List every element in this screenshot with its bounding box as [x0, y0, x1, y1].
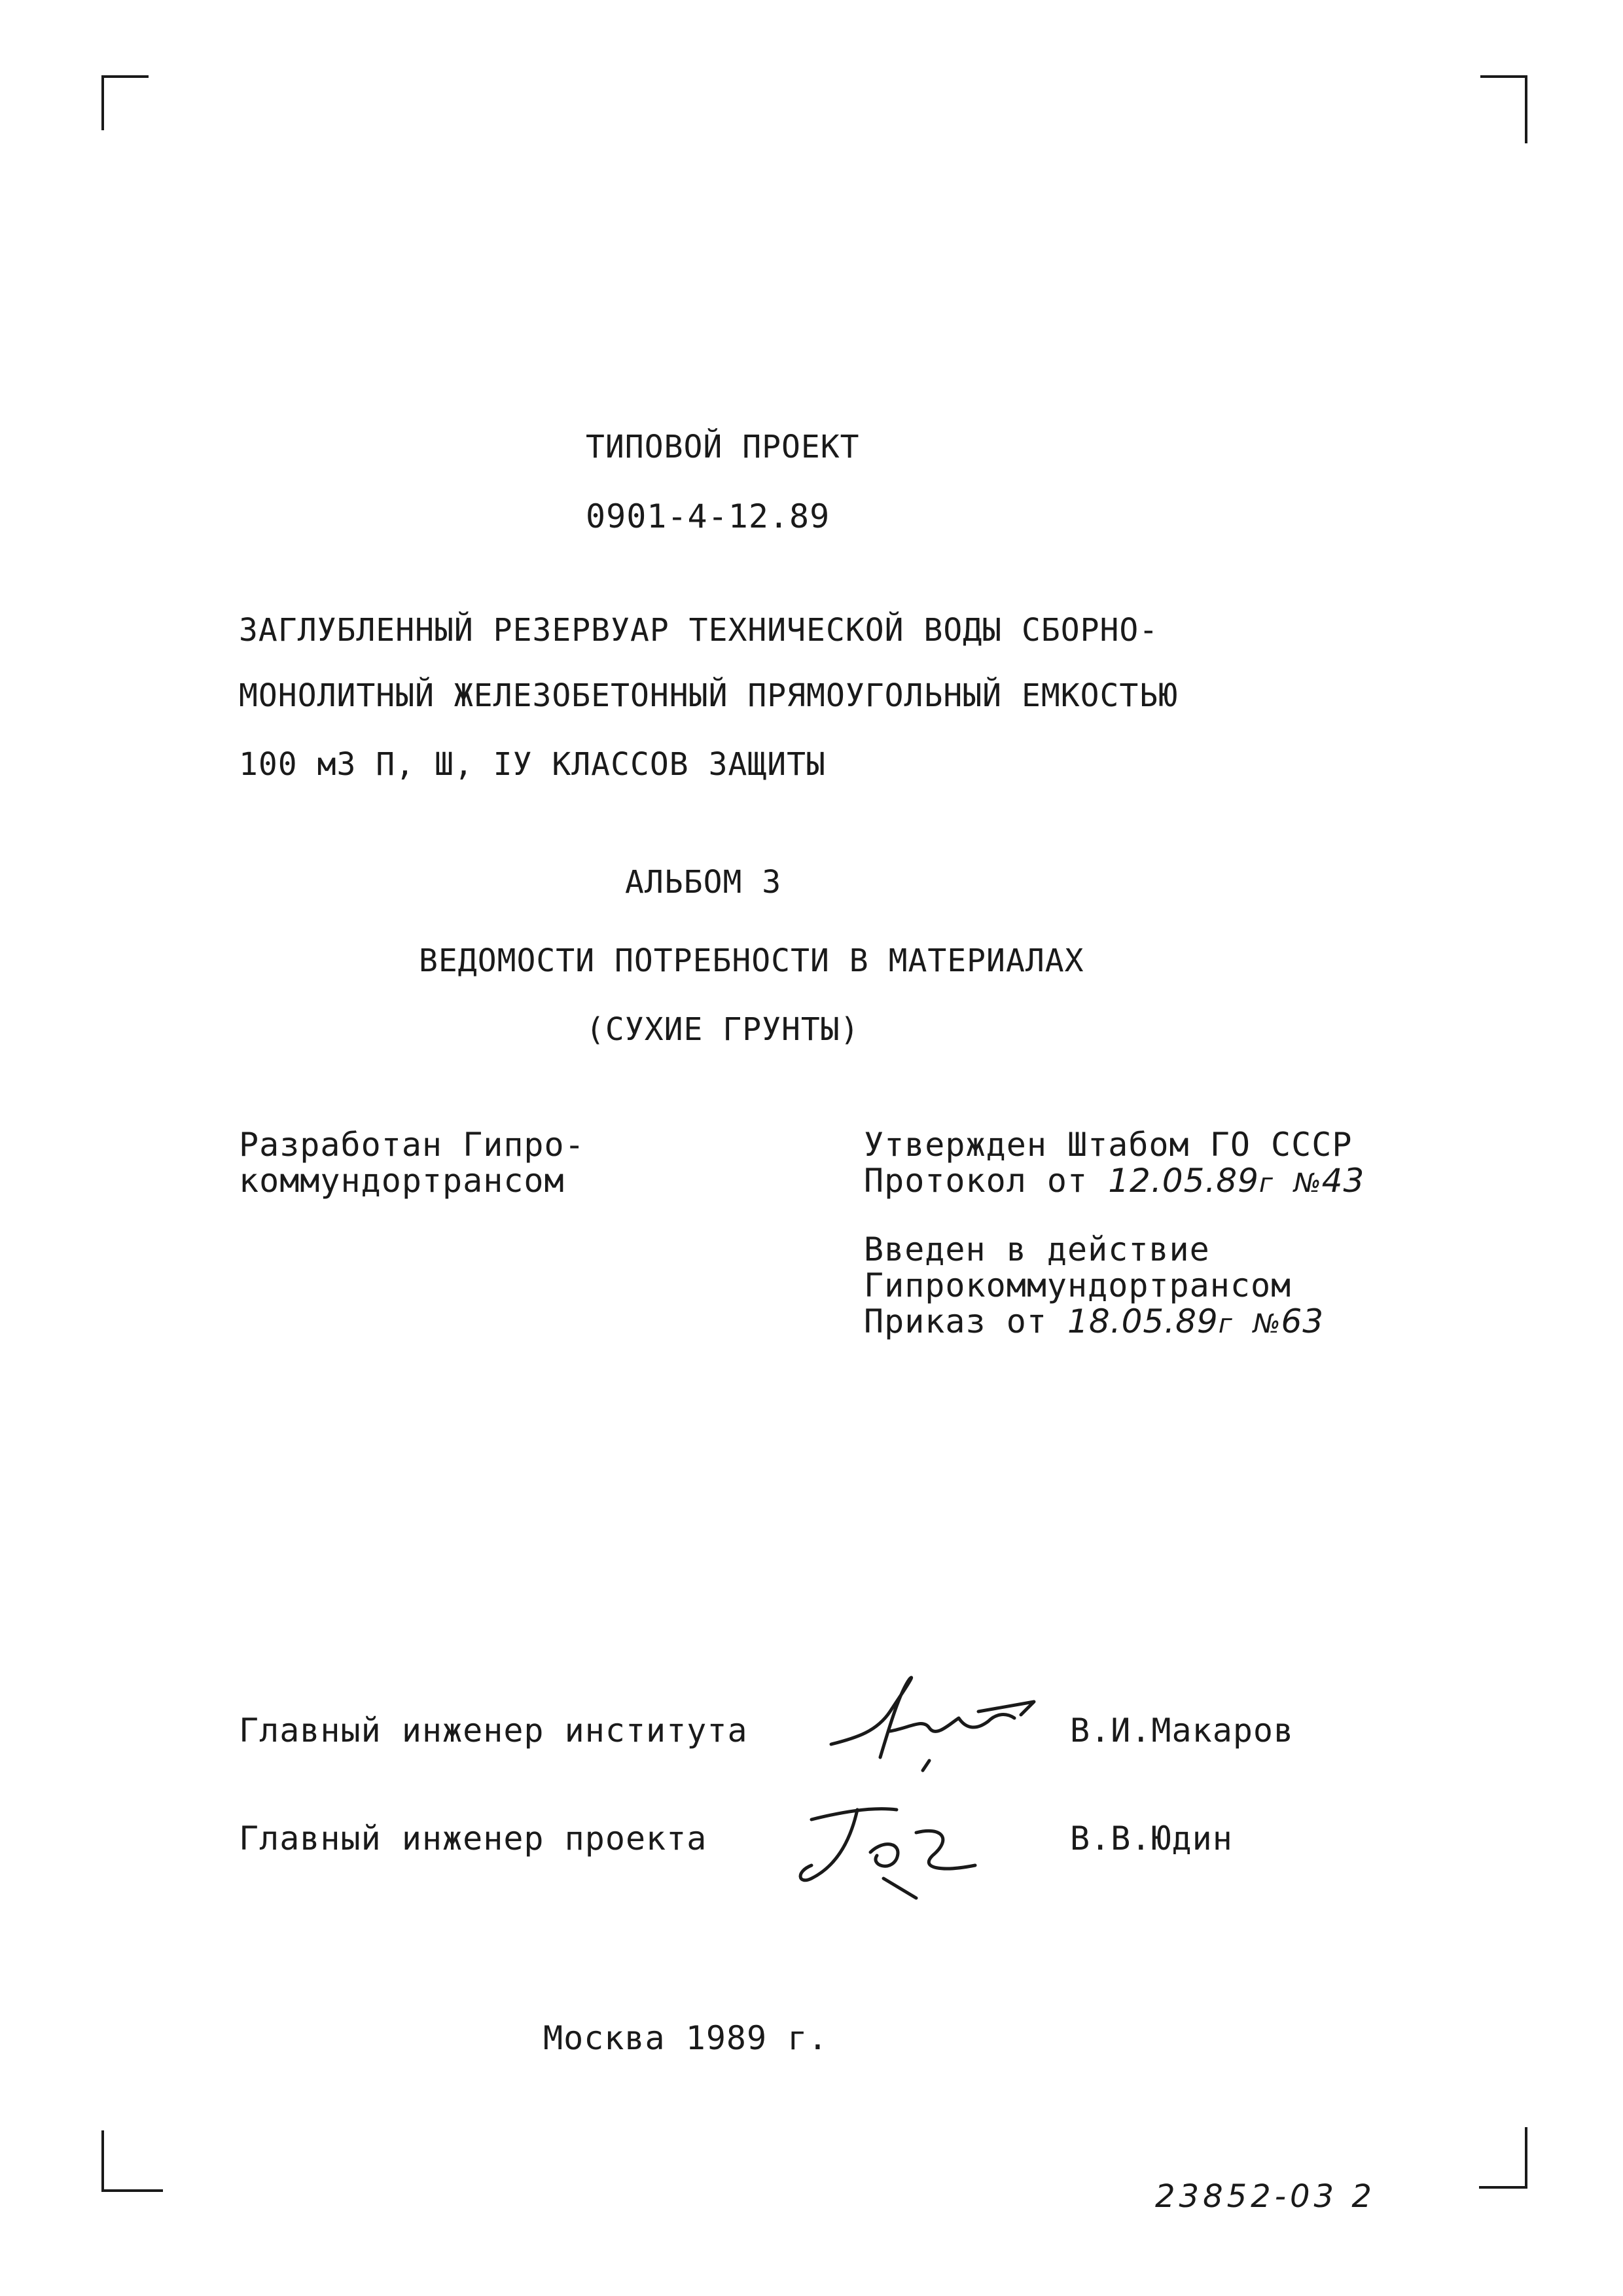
signature-role-2: Главный инженер проекта	[239, 1820, 707, 1857]
title-line-1: ЗАГЛУБЛЕННЫЙ РЕЗЕРВУАР ТЕХНИЧЕСКОЙ ВОДЫ СБОРНО-	[239, 612, 1159, 649]
signatory-name-1: В.И.Макаров	[1070, 1712, 1294, 1749]
archive-stamp-number: 23852-03 2	[1155, 2178, 1376, 2215]
signature-role-1: Главный инженер института	[239, 1712, 748, 1749]
order-date: 18.05.89	[1067, 1302, 1219, 1340]
project-label: ТИПОВОЙ ПРОЕКТ	[586, 429, 860, 465]
signatory-name-2: В.В.Юдин	[1070, 1820, 1233, 1857]
corner-mark-top-right	[1480, 75, 1527, 143]
corner-mark-bottom-left	[101, 2130, 163, 2192]
corner-mark-bottom-right	[1479, 2127, 1527, 2189]
corner-mark-top-left	[101, 75, 149, 130]
order-prefix: Приказ от	[864, 1302, 1047, 1340]
approval-protocol	[864, 1162, 1364, 1200]
approval-line-1: Утвержден Штабом ГО СССР	[864, 1126, 1353, 1164]
signature-yudin	[785, 1793, 1001, 1905]
protocol-number: 43	[1321, 1162, 1365, 1200]
order-number: 63	[1281, 1302, 1325, 1340]
developer-line-1: Разработан Гипро-	[239, 1126, 585, 1164]
enactment-line-2: Гипрокоммундортрансом	[864, 1266, 1292, 1304]
album-subject: ВЕДОМОСТИ ПОТРЕБНОСТИ В МАТЕРИАЛАХ	[419, 942, 1084, 979]
enactment-line-1: Введен в действие	[864, 1230, 1210, 1268]
project-code: 0901-4-12.89	[586, 497, 830, 535]
protocol-number-label: №	[1294, 1168, 1322, 1198]
city-year: Москва 1989 г.	[543, 2019, 829, 2057]
title-line-3: 100 м3 П, Ш, IУ КЛАССОВ ЗАЩИТЫ	[239, 746, 826, 783]
protocol-date: 12.05.89	[1108, 1162, 1259, 1200]
title-line-2: МОНОЛИТНЫЙ ЖЕЛЕЗОБЕТОННЫЙ ПРЯМОУГОЛЬНЫЙ ЕМКОСТЬЮ	[239, 677, 1179, 714]
signature-makarov	[818, 1666, 1054, 1777]
protocol-prefix: Протокол от	[864, 1162, 1088, 1200]
enactment-order	[864, 1302, 1324, 1340]
developer-line-2: коммундортрансом	[239, 1162, 565, 1200]
album-note: (СУХИЕ ГРУНТЫ)	[586, 1011, 860, 1048]
album-label: АЛЬБОМ 3	[625, 864, 782, 901]
order-number-label: №	[1253, 1309, 1281, 1339]
order-suffix: г	[1218, 1309, 1233, 1339]
protocol-suffix: г	[1258, 1168, 1274, 1198]
